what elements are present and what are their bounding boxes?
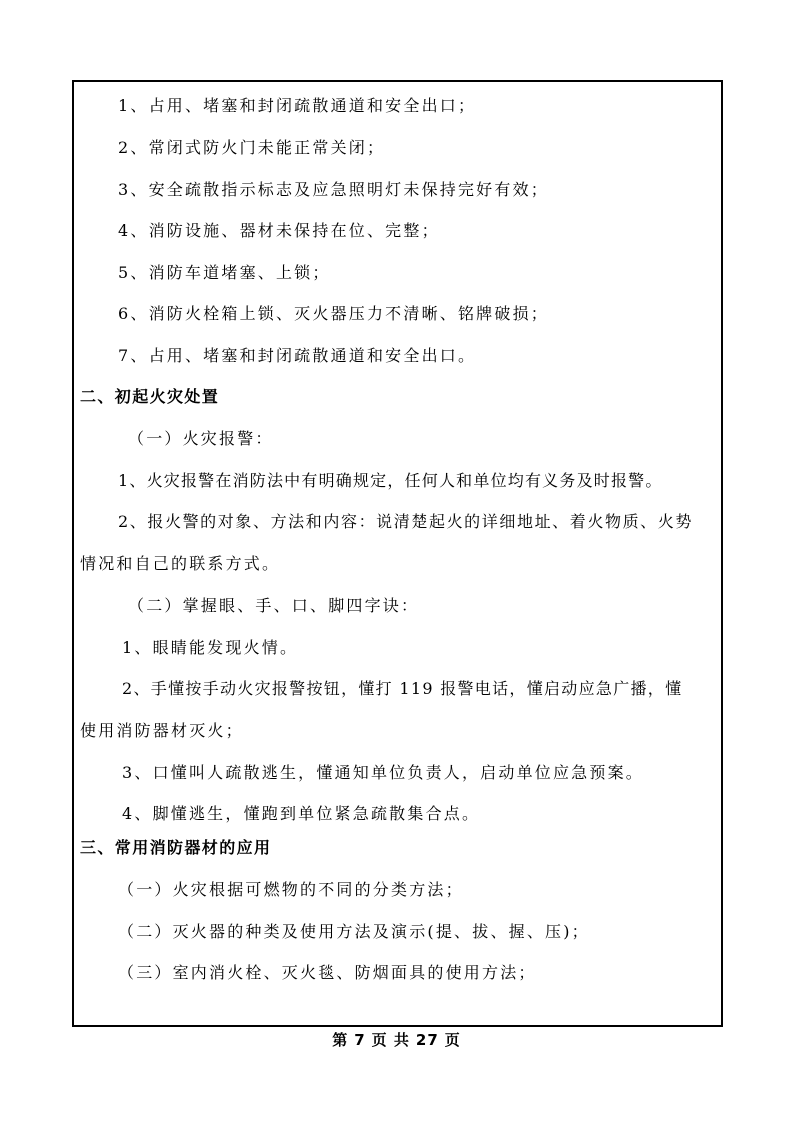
list-item: （一）火灾根据可燃物的不同的分类方法；	[118, 880, 464, 899]
list-item: 7、占用、堵塞和封闭疏散通道和安全出口。	[118, 346, 477, 365]
content-frame	[72, 80, 723, 1027]
total-pages-number: 27	[415, 1031, 439, 1049]
subsection-title: （二）掌握眼、手、口、脚四字诀：	[128, 596, 420, 615]
list-item: 5、消防车道堵塞、上锁；	[118, 263, 331, 282]
list-item: 6、消防火栓箱上锁、灭火器压力不清晰、铭牌破损；	[118, 304, 549, 323]
list-item: 3、安全疏散指示标志及应急照明灯未保持完好有效；	[118, 180, 549, 199]
subsection-title: （一）火灾报警：	[128, 429, 274, 448]
list-item: （二）灭火器的种类及使用方法及演示(提、拔、握、压)；	[118, 922, 590, 941]
list-item-continuation: 情况和自己的联系方式。	[80, 554, 281, 573]
list-item: 2、报火警的对象、方法和内容：说清楚起火的详细地址、着火物质、火势	[118, 512, 693, 531]
list-item: 2、常闭式防火门未能正常关闭；	[118, 138, 386, 157]
footer-middle: 页 共	[371, 1031, 410, 1049]
list-item: 4、消防设施、器材未保持在位、完整；	[118, 221, 440, 240]
list-item: 2、手懂按手动火灾报警按钮，懂打 119 报警电话，懂启动应急广播，懂	[122, 679, 683, 698]
footer-suffix: 页	[444, 1031, 461, 1049]
footer-prefix: 第	[332, 1031, 349, 1049]
list-item: 1、占用、堵塞和封闭疏散通道和安全出口；	[118, 96, 477, 115]
list-item: （三）室内消火栓、灭火毯、防烟面具的使用方法；	[118, 963, 537, 982]
section-heading: 二、初起火灾处置	[80, 387, 220, 406]
section-heading: 三、常用消防器材的应用	[80, 838, 272, 857]
list-item-continuation: 使用消防器材灭火；	[80, 721, 244, 740]
list-item: 1、火灾报警在消防法中有明确规定，任何人和单位均有义务及时报警。	[118, 471, 663, 490]
list-item: 4、脚懂逃生，懂跑到单位紧急疏散集合点。	[122, 804, 481, 823]
current-page-number: 7	[354, 1031, 366, 1049]
page-number-footer	[0, 1029, 793, 1050]
list-item: 1、眼睛能发现火情。	[122, 638, 299, 657]
list-item: 3、口懂叫人疏散逃生，懂通知单位负责人，启动单位应急预案。	[122, 763, 644, 782]
